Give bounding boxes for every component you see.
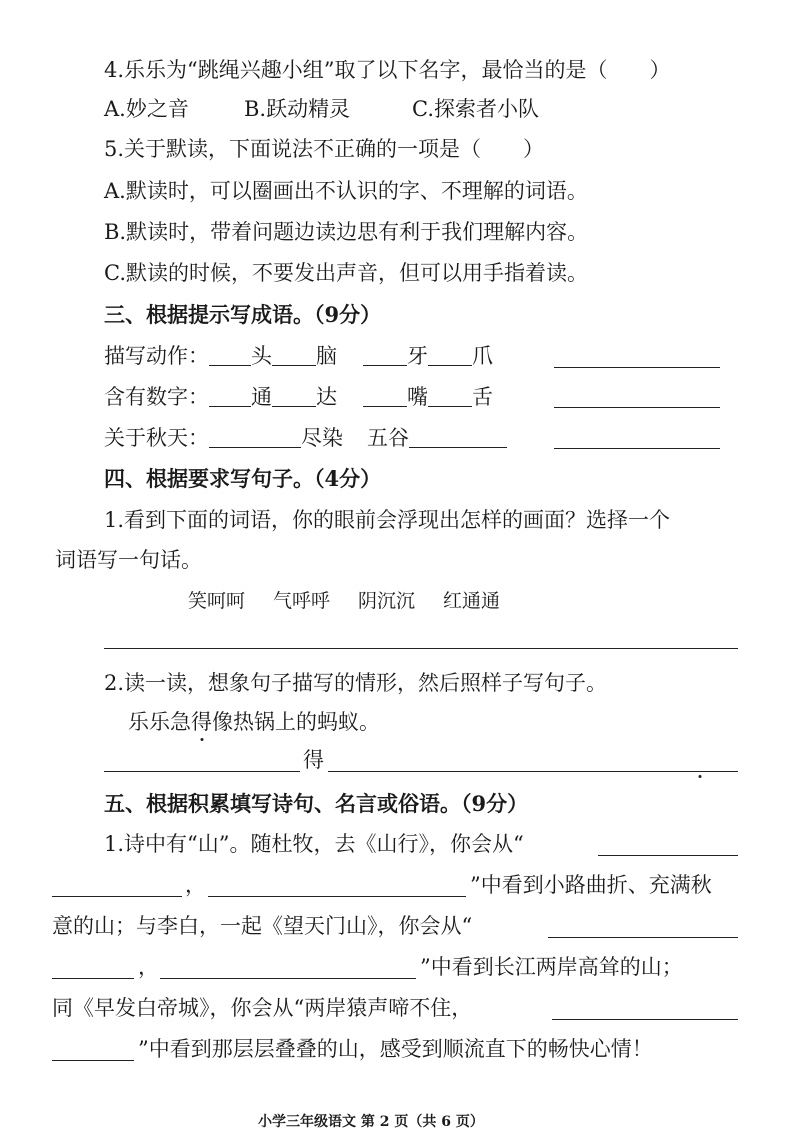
idiom-char: 牙 (407, 344, 428, 368)
idiom-row-autumn (104, 427, 507, 449)
q4-2-example (128, 712, 380, 733)
example-text: 像热锅上的蚂蚁。 (212, 710, 380, 734)
answer-line[interactable] (104, 648, 738, 649)
example-text: 乐乐急 (128, 710, 191, 734)
comma: ， (138, 955, 159, 979)
q5-option-b: B.默读时，带着问题边读边思有利于我们理解内容。 (104, 220, 589, 244)
blank-input[interactable] (554, 367, 720, 368)
idiom-char: 头 (251, 344, 272, 368)
blank-input[interactable] (363, 345, 407, 366)
idiom-char: 脑 (316, 344, 337, 368)
page-footer: 小学三年级语文 第 2 页（共 6 页） (258, 1114, 484, 1130)
blank-input[interactable] (554, 407, 720, 408)
word-item: 阴沉沉 (358, 590, 416, 612)
section-4-title: 四、根据要求写句子。（4分） (104, 466, 382, 491)
answer-line[interactable] (328, 771, 738, 772)
blank-input[interactable] (554, 448, 720, 449)
blank-input[interactable] (209, 427, 301, 448)
q5-option-a: A.默读时，可以圈画出不认识的字、不理解的词语。 (104, 179, 588, 203)
q5-1-line2-end: ”中看到小路曲折、充满秋 (470, 873, 712, 897)
section-3-title: 三、根据提示写成语。（9分） (104, 302, 382, 327)
idiom-char: 通 (251, 385, 272, 409)
idiom-char: 舌 (472, 385, 493, 409)
word-item: 气呼呼 (273, 590, 331, 612)
q5-1-line3: 意的山；与李白，一起《望天门山》，你会从“ (52, 914, 473, 938)
idiom-char: 嘴 (407, 385, 428, 409)
idiom-text: 尽染 (301, 426, 343, 450)
row-label: 描写动作： (104, 344, 209, 368)
q5-1-line1: 1.诗中有“山”。随杜牧，去《山行》，你会从“ (104, 832, 524, 856)
word-list (188, 592, 528, 611)
idiom-char: 达 (316, 385, 337, 409)
q4-option-c: C.探索者小队 (412, 97, 539, 121)
blank-input[interactable] (272, 386, 316, 407)
q5-1-line6-end: ”中看到那层层叠叠的山，感受到顺流直下的畅快心情！ (138, 1037, 653, 1061)
blank-input[interactable] (409, 427, 507, 448)
blank-input[interactable] (598, 855, 738, 856)
q4-2-stem: 2.读一读，想象句子描写的情形，然后照样子写句子。 (104, 671, 608, 695)
idiom-row-number (104, 386, 493, 408)
blank-input[interactable] (552, 1019, 738, 1020)
blank-input[interactable] (209, 386, 251, 407)
comma: ， (185, 873, 206, 897)
idiom-row-action (104, 345, 493, 367)
q5-option-c: C.默读的时候，不要发出声音，但可以用手指着读。 (104, 261, 588, 285)
q4-option-a: A.妙之音 (104, 97, 189, 121)
q5-1-line5: 同《早发白帝城》，你会从“两岸猿声啼不住， (52, 996, 473, 1020)
answer-line[interactable] (104, 771, 300, 772)
q4-stem: 4.乐乐为“跳绳兴趣小组”取了以下名字，最恰当的是（ ） (104, 58, 671, 82)
q5-1-line4-end: ”中看到长江两岸高耸的山； (420, 955, 683, 979)
blank-input[interactable] (272, 345, 316, 366)
blank-input[interactable] (52, 978, 134, 979)
q4-1-stem-line1: 1.看到下面的词语，你的眼前会浮现出怎样的画面？选择一个 (104, 508, 671, 532)
blank-input[interactable] (428, 345, 472, 366)
blank-input[interactable] (160, 978, 416, 979)
word-item: 红通通 (443, 590, 501, 612)
blank-input[interactable] (209, 345, 251, 366)
blank-input[interactable] (208, 896, 466, 897)
row-label: 含有数字： (104, 385, 209, 409)
q5-stem: 5.关于默读，下面说法不正确的一项是（ ） (104, 137, 545, 161)
emphasis-char: 得 (303, 750, 794, 771)
row-label: 关于秋天： (104, 426, 209, 450)
idiom-text: 五谷 (367, 426, 409, 450)
blank-input[interactable] (363, 386, 407, 407)
q4-option-b: B.跃动精灵 (244, 97, 351, 121)
emphasis-char: 得 (191, 710, 212, 734)
blank-input[interactable] (548, 937, 738, 938)
blank-input[interactable] (52, 896, 182, 897)
blank-input[interactable] (52, 1060, 134, 1061)
blank-input[interactable] (428, 386, 472, 407)
section-5-title: 五、根据积累填写诗句、名言或俗语。（9分） (104, 791, 529, 816)
q4-1-stem-line2: 词语写一句话。 (55, 548, 202, 572)
idiom-char: 爪 (472, 344, 493, 368)
word-item: 笑呵呵 (188, 590, 246, 612)
